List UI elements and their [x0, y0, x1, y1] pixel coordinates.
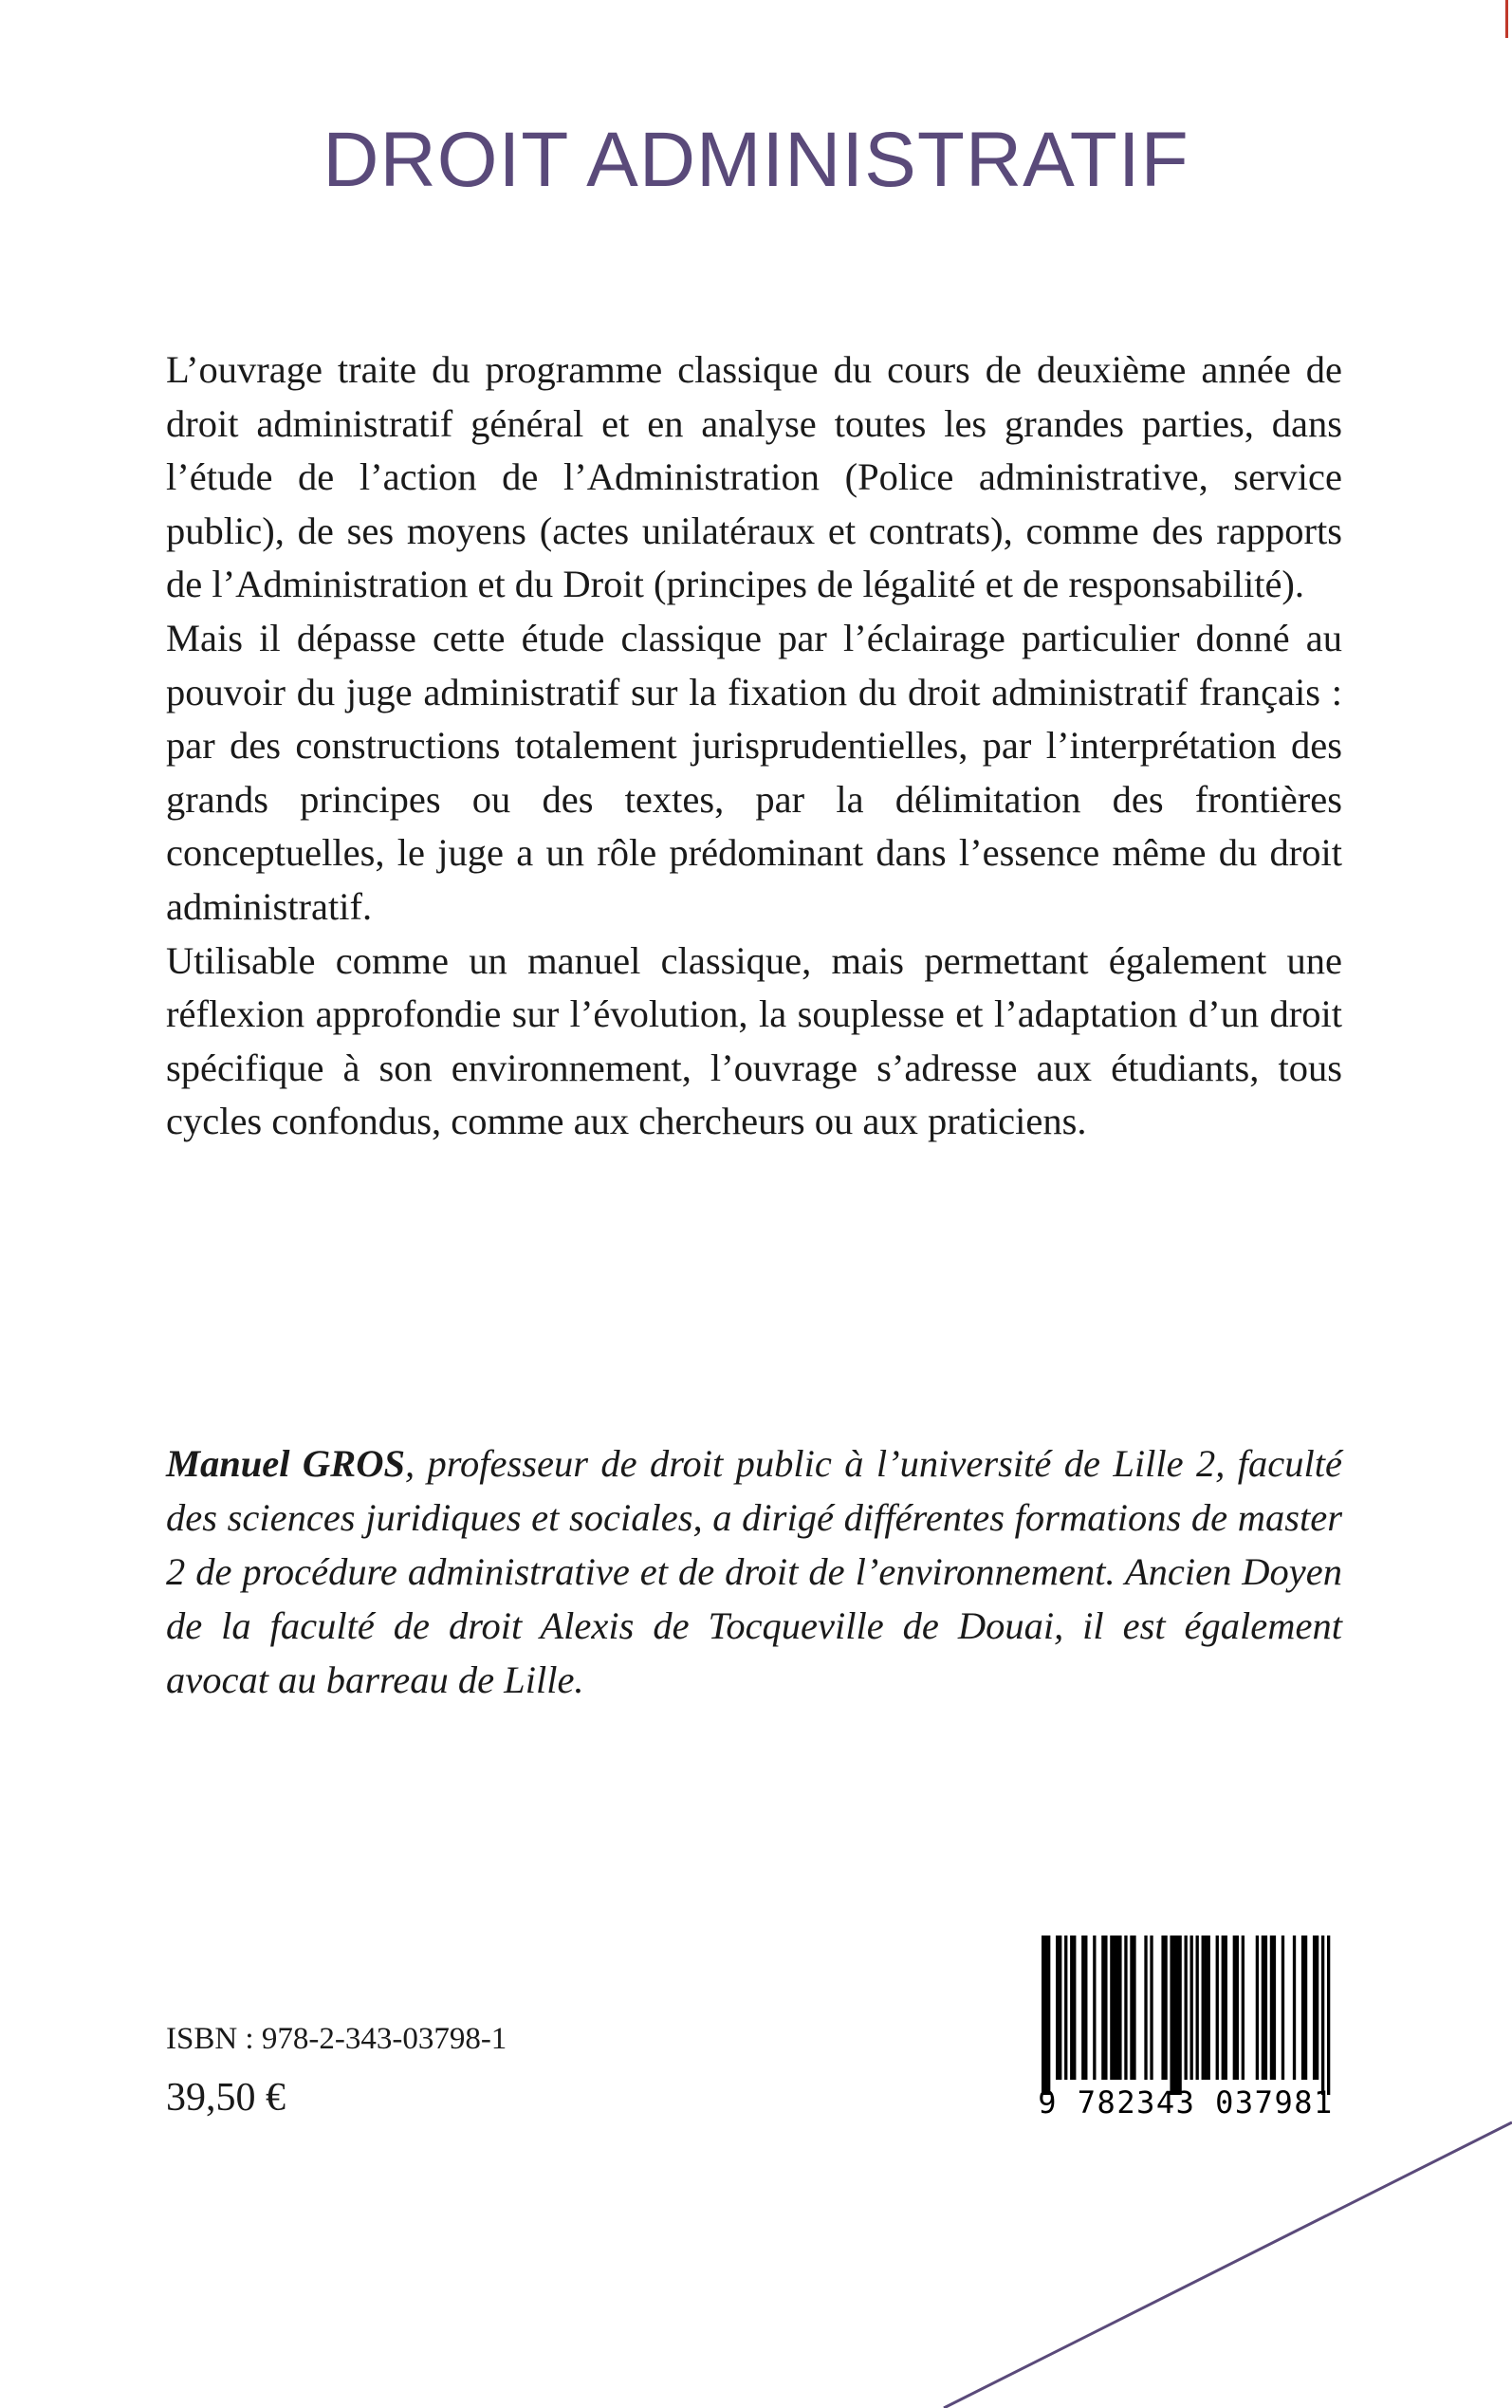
barcode-bar — [1044, 1936, 1047, 2095]
barcode-bar — [1042, 1936, 1044, 2095]
barcode-bar — [1133, 1936, 1135, 2080]
barcode-bar — [1256, 1936, 1259, 2080]
barcode-bar — [1185, 1936, 1188, 2080]
author-name: Manuel GROS — [166, 1442, 405, 1485]
barcode-bar — [1205, 1936, 1208, 2080]
barcode-bar — [1208, 1936, 1210, 2080]
barcode-bar — [1216, 1936, 1219, 2080]
barcode-bar — [1264, 1936, 1267, 2080]
barcode-bar — [1262, 1936, 1264, 2080]
barcode-bar — [1101, 1936, 1104, 2080]
barcode-bar — [1084, 1936, 1087, 2080]
barcode-bar — [1070, 1936, 1073, 2080]
price: 39,50 € — [166, 2076, 286, 2120]
barcode-bar — [1116, 1936, 1118, 2080]
barcode-bar — [1081, 1936, 1084, 2080]
barcode-bar — [1222, 1936, 1225, 2080]
book-description — [166, 343, 1342, 1149]
book-title: DROIT ADMINISTRATIF — [323, 117, 1189, 203]
barcode-bar — [1242, 1936, 1245, 2080]
barcode-bar — [1282, 1936, 1284, 2080]
barcode-bar — [1175, 1936, 1178, 2095]
barcode-bar — [1056, 1936, 1059, 2080]
barcode-bar — [1073, 1936, 1076, 2080]
crop-mark — [1505, 0, 1508, 38]
barcode-digits: 9 782343 037981 — [1038, 2084, 1334, 2121]
barcode-bar — [1190, 1936, 1193, 2080]
barcode-bar — [1164, 1936, 1167, 2080]
author-bio — [166, 1436, 1342, 1707]
barcode-bar — [1301, 1936, 1304, 2080]
barcode-bar — [1178, 1936, 1181, 2095]
barcode-bar — [1236, 1936, 1239, 2080]
barcode-bar — [1225, 1936, 1227, 2080]
author-bio-text: , professeur de droit public à l’université de Lille 2, faculté des sciences juridiques et sociales, a dirigé différentes formations de master 2 de procédure administrative et de droit de l’environnement. Ancien Doyen de la faculté de droit Alexis de Tocqueville de Douai, il est également avocat au barreau de Lille. — [166, 1442, 1342, 1701]
barcode-bar — [1172, 1936, 1175, 2095]
barcode-bar — [1059, 1936, 1061, 2080]
barcode-bar — [1321, 1936, 1324, 2095]
barcode-bar — [1150, 1936, 1152, 2080]
barcode-bar — [1144, 1936, 1147, 2080]
barcode-bar — [1313, 1936, 1316, 2080]
barcode-bar — [1130, 1936, 1133, 2080]
barcode-bar — [1124, 1936, 1127, 2080]
description-paragraph-3: Utilisable comme un manuel classique, mais permettant également une réflexion approfondie sur l’évolution, la souplesse et l’adaptation d’un droit spécifique à son environnement, l’ouvrage s’adresse aux étudiants, tous cycles confondus, comme aux chercheurs ou aux praticiens. — [166, 938, 1342, 1143]
barcode-bar — [1170, 1936, 1172, 2095]
barcode-bar — [1233, 1936, 1236, 2080]
barcode-bar — [1270, 1936, 1273, 2080]
barcode-bar — [1316, 1936, 1318, 2080]
barcode-bar — [1327, 1936, 1330, 2095]
barcode-bar — [1104, 1936, 1107, 2080]
description-paragraph-1: L’ouvrage traite du programme classique du cours de deuxième année de droit administratif général et en analyse toutes les grandes parties, dans l’étude de l’action de l’Administration (Police administrative, service public), de ses moyens (actes unilatéraux et contrats), comme des rapports de l’Administration et du Droit (principes de légalité et de responsabilité). — [166, 348, 1342, 606]
barcode-bar — [1064, 1936, 1067, 2080]
barcode-bar — [1110, 1936, 1113, 2080]
barcode-bar — [1118, 1936, 1121, 2080]
barcode-bar — [1093, 1936, 1096, 2080]
barcode-bar — [1273, 1936, 1276, 2080]
isbn: ISBN : 978-2-343-03798-1 — [166, 2022, 507, 2056]
barcode-bar — [1304, 1936, 1307, 2080]
barcode-bar — [1202, 1936, 1205, 2080]
barcode-bar — [1047, 1936, 1050, 2095]
barcode-bar — [1293, 1936, 1296, 2080]
barcode — [1034, 1936, 1337, 2125]
barcode-bar — [1161, 1936, 1164, 2080]
barcode-bar — [1113, 1936, 1116, 2080]
barcode-bar — [1196, 1936, 1199, 2080]
description-paragraph-2: Mais il dépasse cette étude classique par l’éclairage particulier donné au pouvoir du juge administratif sur la fixation du droit administratif français : par des constructions totalement jurisprudentielles, par l’interprétation des grands principes ou des textes, par la délimitation des frontières conceptuelles, le juge a un rôle prédominant dans l’essence même du droit administratif. — [166, 616, 1342, 928]
